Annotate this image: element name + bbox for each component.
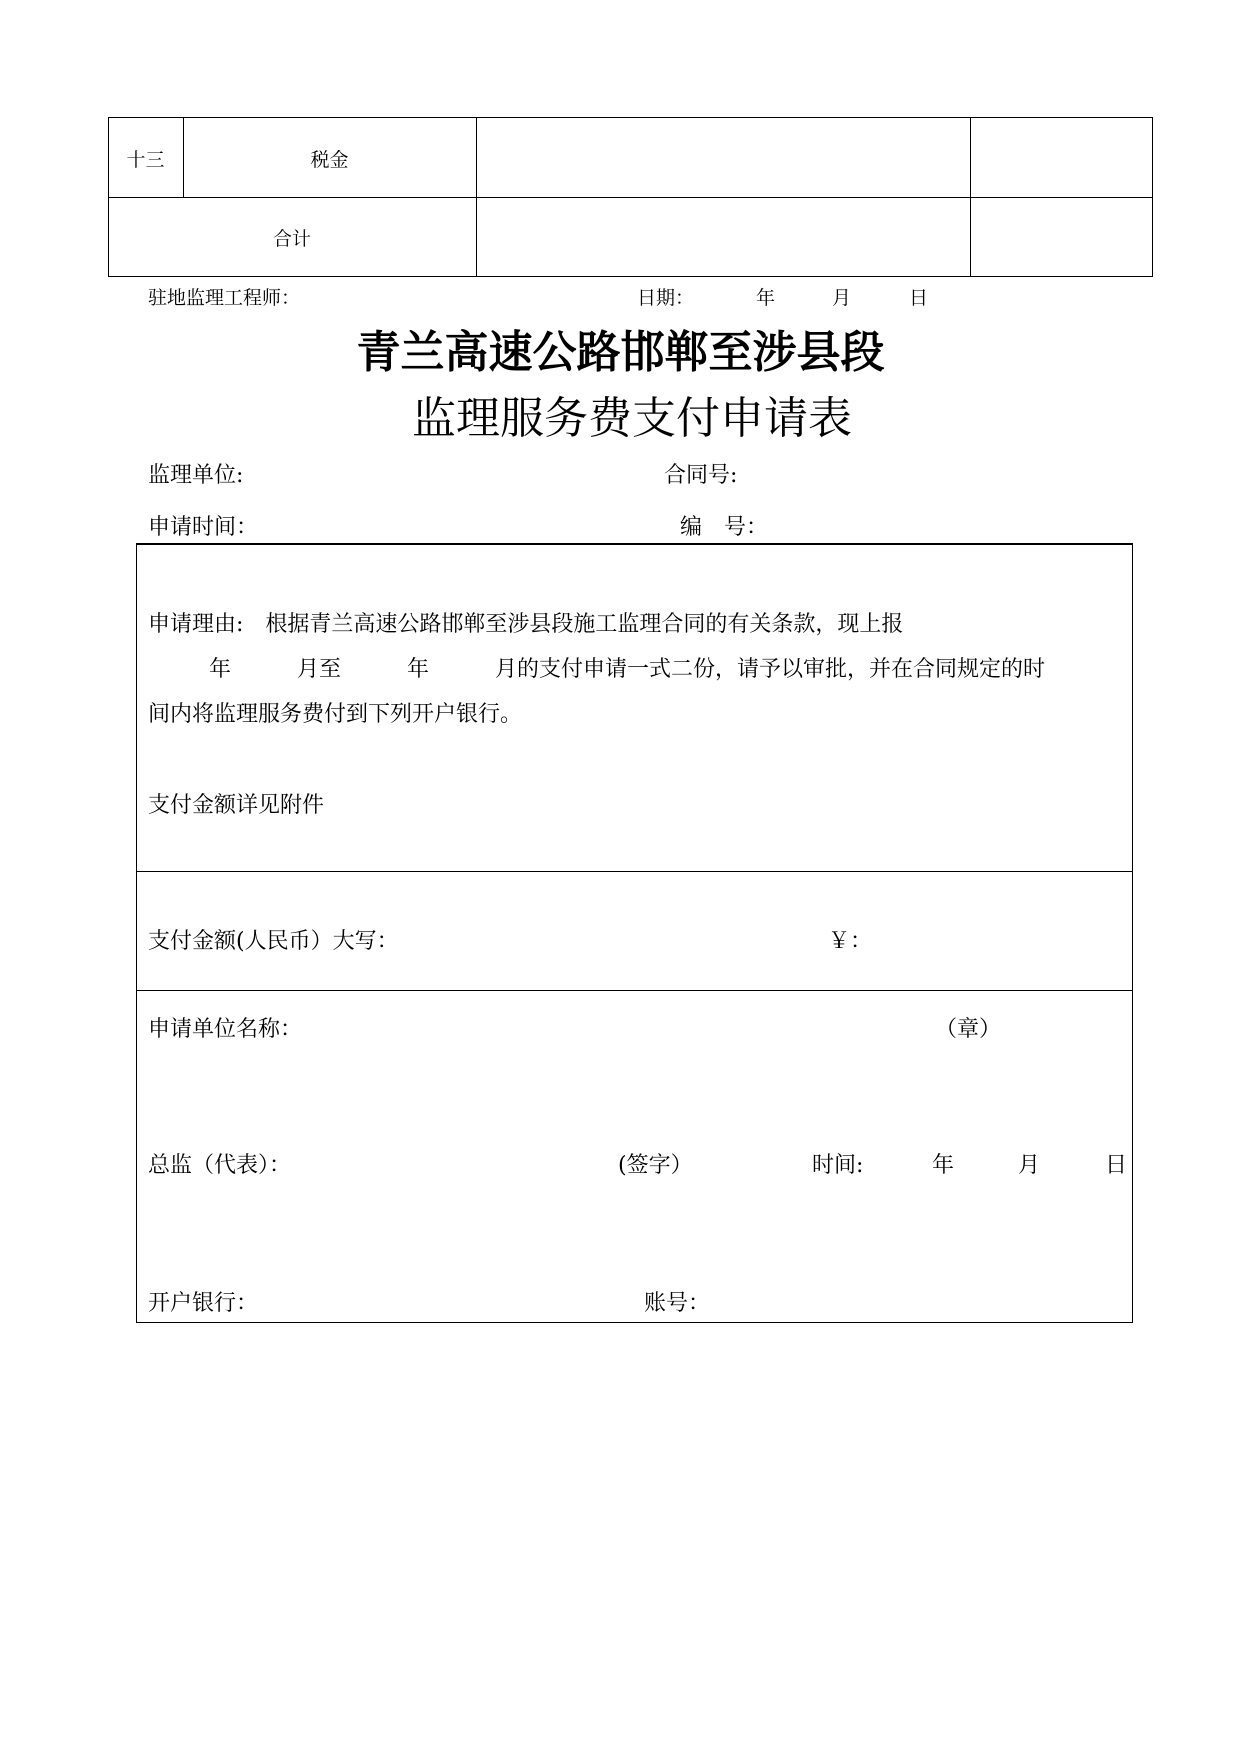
signature-label: (签字） bbox=[618, 1153, 693, 1178]
reason-line-2: 年 月至 年 月的支付申请一式二份，请予以审批，并在合同规定的时 bbox=[209, 657, 1046, 682]
date-day: 日 bbox=[909, 287, 929, 309]
table-line bbox=[476, 117, 477, 277]
reason-line-1: 申请理由: 根据青兰高速公路邯郸至涉县段施工监理合同的有关条款，现上报 bbox=[148, 612, 904, 637]
row-item: 税金 bbox=[310, 149, 349, 171]
bank-label: 开户银行： bbox=[148, 1291, 259, 1316]
seal-label: （章） bbox=[935, 1017, 1002, 1042]
row-index: 十三 bbox=[126, 149, 165, 171]
form-border-left bbox=[136, 543, 137, 1323]
table-line bbox=[108, 197, 1153, 198]
time-year: 年 bbox=[932, 1153, 955, 1178]
amount-label: 支付金额(人民币）大写： bbox=[148, 929, 399, 954]
amount-symbol: ￥： bbox=[828, 929, 873, 954]
time-day: 日 bbox=[1105, 1153, 1128, 1178]
title-line-2: 监理服务费支付申请表 bbox=[412, 393, 852, 444]
reason-line-3: 间内将监理服务费付到下列开户银行。 bbox=[148, 702, 523, 727]
time-label: 时间: bbox=[812, 1153, 864, 1178]
contract-number-label: 合同号: bbox=[664, 463, 738, 488]
serial-number-label: 编 号： bbox=[680, 515, 769, 540]
form-border-top bbox=[136, 543, 1133, 545]
form-border-right bbox=[1132, 543, 1133, 1323]
table-line bbox=[108, 117, 1153, 118]
account-label: 账号： bbox=[644, 1291, 711, 1316]
engineer-label: 驻地监理工程师： bbox=[148, 287, 301, 309]
table-line bbox=[1152, 117, 1153, 277]
form-border-bottom bbox=[136, 1322, 1133, 1323]
applicant-unit-label: 申请单位名称： bbox=[148, 1017, 303, 1042]
date-year: 年 bbox=[756, 287, 776, 309]
table-line bbox=[108, 276, 1153, 277]
title-line-1: 青兰高速公路邯郸至涉县段 bbox=[356, 327, 885, 378]
form-divider bbox=[136, 990, 1133, 991]
attachment-note: 支付金额详见附件 bbox=[148, 793, 325, 818]
date-month: 月 bbox=[832, 287, 852, 309]
application-time-label: 申请时间： bbox=[148, 515, 259, 540]
table-line bbox=[970, 117, 971, 277]
supervision-unit-label: 监理单位: bbox=[148, 463, 244, 488]
table-line bbox=[108, 117, 109, 277]
director-label: 总监（代表）： bbox=[148, 1153, 292, 1178]
form-divider bbox=[136, 871, 1133, 872]
time-month: 月 bbox=[1018, 1153, 1041, 1178]
total-label: 合计 bbox=[272, 228, 311, 250]
date-label: 日期： bbox=[637, 287, 695, 309]
